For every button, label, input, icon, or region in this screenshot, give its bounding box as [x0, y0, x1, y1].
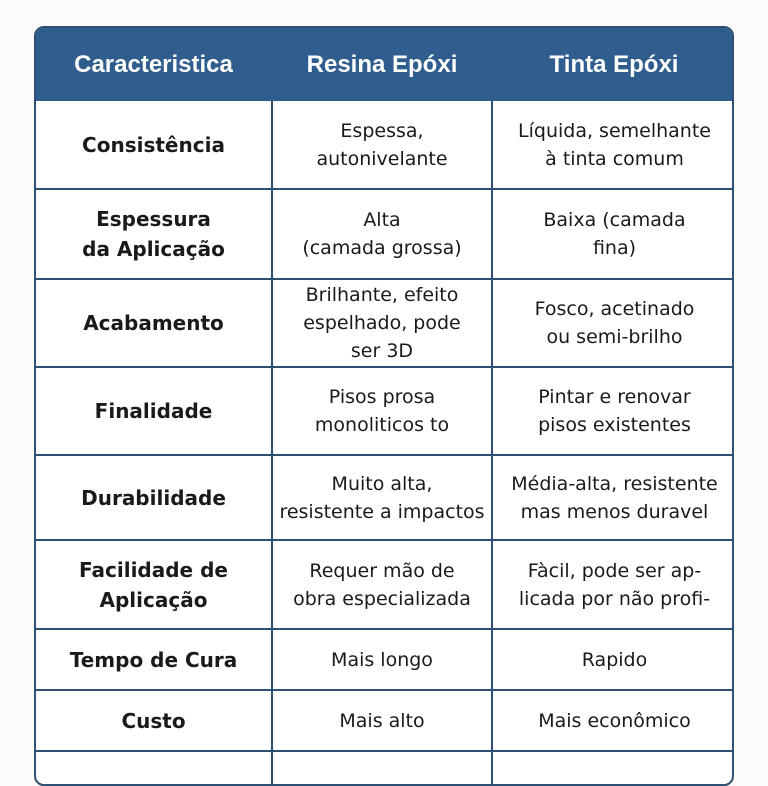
- row-label: Tempo de Cura: [36, 629, 272, 690]
- header-row: [36, 28, 734, 101]
- tinta-cell: Rapido: [492, 629, 734, 690]
- table-row: [36, 101, 734, 189]
- resina-cell: Mais alto: [272, 690, 492, 751]
- resina-cell: Alta (camada grossa): [272, 189, 492, 279]
- row-label: Durabilidade: [36, 455, 272, 540]
- table-row: [36, 751, 734, 786]
- row-label: Facilidade de Aplicação: [36, 540, 272, 629]
- table-row: [36, 540, 734, 629]
- tinta-cell: Líquida, semelhante à tinta comum: [492, 101, 734, 189]
- header-tinta-epoxi: Tinta Epóxi: [492, 28, 734, 101]
- table-row: [36, 189, 734, 279]
- resina-cell: Pisos prosa monoliticos to: [272, 367, 492, 455]
- row-label: Acabamento: [36, 279, 272, 367]
- table-header: [36, 28, 734, 101]
- resina-cell: Requer mão de obra especializada: [272, 540, 492, 629]
- header-resina-epoxi: Resina Epóxi: [272, 28, 492, 101]
- tinta-cell: [492, 751, 734, 786]
- table-row: [36, 690, 734, 751]
- resina-cell: Muito alta, resistente a impactos: [272, 455, 492, 540]
- tinta-cell: Fàcil, pode ser ap- licada por não profi-: [492, 540, 734, 629]
- resina-cell: Espessa, autonivelante: [272, 101, 492, 189]
- table-body: [36, 101, 734, 786]
- row-label: [36, 751, 272, 786]
- row-label: Custo: [36, 690, 272, 751]
- tinta-cell: Baixa (camada fina): [492, 189, 734, 279]
- table-row: [36, 455, 734, 540]
- table-row: [36, 367, 734, 455]
- tinta-cell: Média-alta, resistente mas menos duravel: [492, 455, 734, 540]
- comparison-table: [36, 28, 734, 786]
- resina-cell: Brilhante, efeito espelhado, pode ser 3D: [272, 279, 492, 367]
- tinta-cell: Pintar e renovar pisos existentes: [492, 367, 734, 455]
- row-label: Finalidade: [36, 367, 272, 455]
- resina-cell: [272, 751, 492, 786]
- row-label: Espessura da Aplicação: [36, 189, 272, 279]
- table-row: [36, 629, 734, 690]
- tinta-cell: Mais econômico: [492, 690, 734, 751]
- tinta-cell: Fosco, acetinado ou semi-brilho: [492, 279, 734, 367]
- comparison-table-container: [34, 26, 734, 786]
- table-row: [36, 279, 734, 367]
- header-caracteristica: Caracteristica: [36, 28, 272, 101]
- resina-cell: Mais longo: [272, 629, 492, 690]
- row-label: Consistência: [36, 101, 272, 189]
